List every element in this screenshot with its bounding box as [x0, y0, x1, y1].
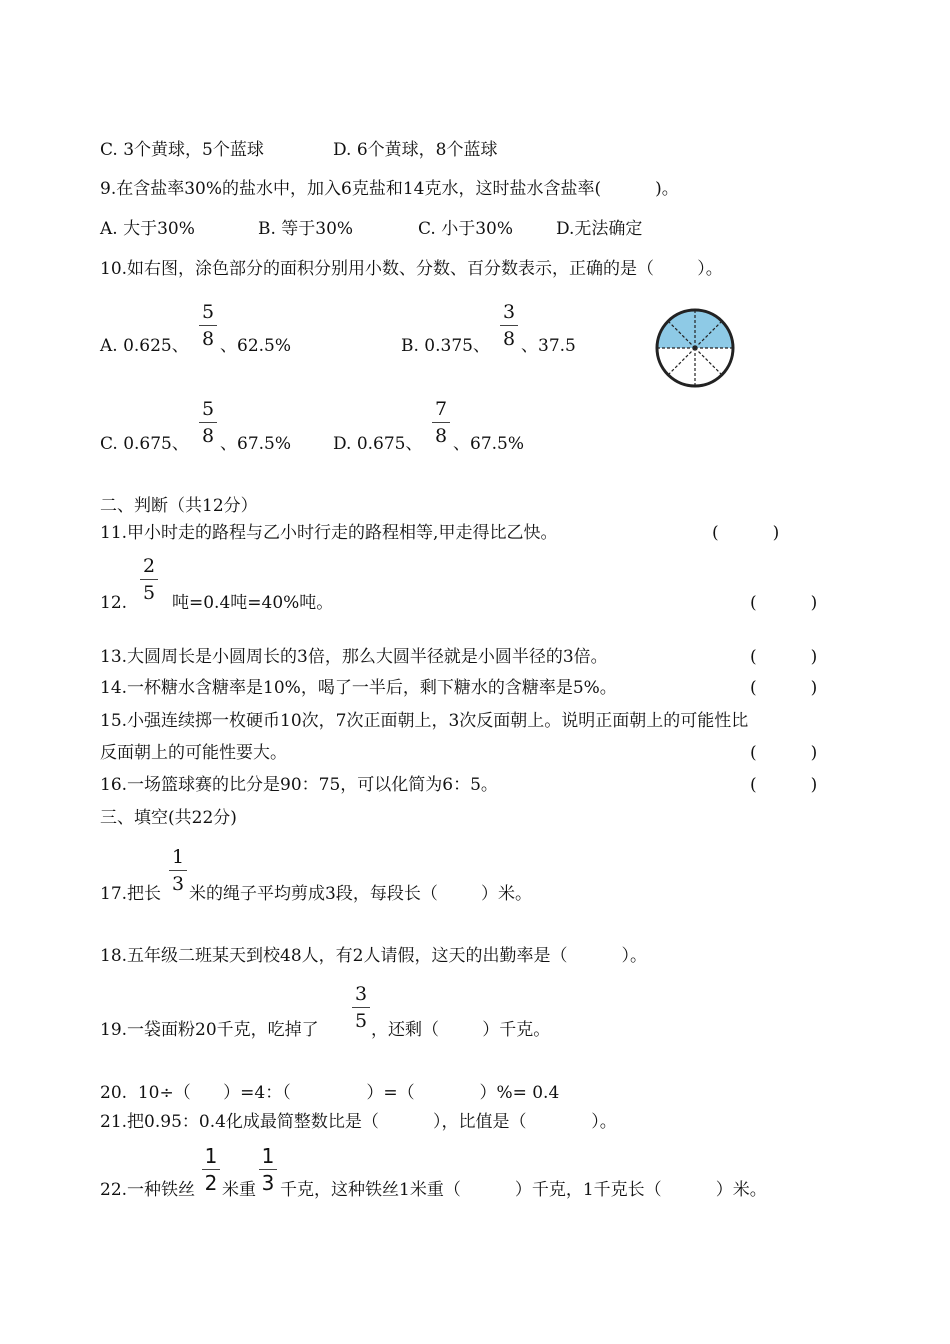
q22-middle: 米重: [222, 1180, 256, 1200]
q10-option-a-fraction: [199, 302, 217, 349]
q13-text: 13.大圆周长是小圆周长的3倍，那么大圆半径就是小圆半径的3倍。: [100, 647, 608, 667]
circle-center: [693, 346, 697, 350]
fraction-numerator: 2: [142, 555, 156, 577]
fraction-numerator: 5: [201, 398, 215, 420]
q12-fraction: [140, 556, 158, 603]
q17-prefix: 17.把长: [100, 884, 162, 904]
q10-option-d-suffix: 、67.5%: [453, 434, 525, 454]
fraction-denominator: 8: [502, 328, 516, 350]
fraction-bar: [199, 325, 217, 326]
q19-fraction: [352, 984, 370, 1031]
section3-heading: 三、填空(共22分): [100, 808, 237, 828]
fraction-numerator: 3: [502, 301, 516, 323]
q10-option-c-fraction: [199, 399, 217, 446]
q8-option-c: C. 3个黄球，5个蓝球: [100, 140, 264, 160]
q17-suffix: 米的绳子平均剪成3段，每段长（ ）米。: [189, 884, 533, 904]
q22-fraction-2: [259, 1146, 277, 1193]
fraction-denominator: 8: [201, 328, 215, 350]
fraction-bar: [500, 325, 518, 326]
q11-text: 11.甲小时走的路程与乙小时行走的路程相等,甲走得比乙快。: [100, 523, 558, 543]
q9-option-a: A. 大于30%: [100, 219, 195, 239]
q12-prefix: 12.: [100, 593, 128, 613]
q10-option-b-suffix: 、37.5: [521, 336, 576, 356]
q14-text: 14.一杯糖水含糖率是10%，喝了一半后，剩下糖水的含糖率是5%。: [100, 678, 617, 698]
q22-fraction-1: [202, 1146, 220, 1193]
fraction-bar: [202, 1169, 220, 1170]
q10-stem: 10.如右图，涂色部分的面积分别用小数、分数、百分数表示，正确的是（ ）。: [100, 259, 723, 279]
q19-prefix: 19.一袋面粉20千克，吃掉了: [100, 1020, 319, 1040]
q15-text-line2: 反面朝上的可能性要大。: [100, 743, 287, 763]
fraction-numerator: 3: [354, 983, 368, 1005]
q12-suffix: 吨=0.4吨=40%吨。: [172, 593, 334, 613]
q10-option-c-suffix: 、67.5%: [220, 434, 292, 454]
q10-option-d-prefix: D. 0.675、: [333, 434, 423, 454]
q9-option-c: C. 小于30%: [418, 219, 513, 239]
fraction-denominator: 2: [204, 1171, 218, 1195]
q19-suffix: ，还剩（ ）千克。: [371, 1020, 551, 1040]
shaded-circle-figure: [653, 306, 737, 390]
q16-answer-blank[interactable]: ( ): [750, 775, 818, 795]
q10-option-a-prefix: A. 0.625、: [100, 336, 189, 356]
fraction-denominator: 3: [171, 873, 185, 895]
fraction-bar: [140, 579, 158, 580]
q10-option-a-suffix: 、62.5%: [220, 336, 292, 356]
q10-option-b-fraction: [500, 302, 518, 349]
q18-text: 18.五年级二班某天到校48人，有2人请假，这天的出勤率是（ ）。: [100, 946, 648, 966]
fraction-numerator: 1: [261, 1144, 275, 1168]
q8-option-d: D. 6个黄球，8个蓝球: [333, 140, 498, 160]
fraction-denominator: 5: [354, 1010, 368, 1032]
fraction-denominator: 3: [261, 1171, 275, 1195]
q15-answer-blank[interactable]: ( ): [750, 743, 818, 763]
q15-text-line1: 15.小强连续掷一枚硬币10次，7次正面朝上，3次反面朝上。说明正面朝上的可能性比: [100, 711, 749, 731]
q9-option-b: B. 等于30%: [258, 219, 354, 239]
fraction-denominator: 8: [434, 425, 448, 447]
q16-text: 16.一场篮球赛的比分是90：75，可以化简为6：5。: [100, 775, 498, 795]
fraction-denominator: 5: [142, 582, 156, 604]
q21-text: 21.把0.95：0.4化成最简整数比是（ ），比值是（ ）。: [100, 1112, 617, 1132]
fraction-numerator: 1: [204, 1144, 218, 1168]
q9-option-d: D.无法确定: [556, 219, 643, 239]
q22-suffix: 千克，这种铁丝1米重（ ）千克，1千克长（ ）米。: [280, 1180, 767, 1200]
fraction-numerator: 1: [171, 846, 185, 868]
sector-line: [695, 348, 722, 375]
fraction-bar: [169, 870, 187, 871]
fraction-numerator: 7: [434, 398, 448, 420]
sector-line: [668, 348, 695, 375]
q22-prefix: 22.一种铁丝: [100, 1180, 196, 1200]
q17-fraction: [169, 847, 187, 894]
q10-option-d-fraction: [432, 399, 450, 446]
q12-answer-blank[interactable]: ( ): [750, 593, 818, 613]
fraction-bar: [199, 422, 217, 423]
section2-heading: 二、判断（共12分）: [100, 496, 258, 516]
q14-answer-blank[interactable]: ( ): [750, 678, 818, 698]
q10-option-c-prefix: C. 0.675、: [100, 434, 189, 454]
q9-stem: 9.在含盐率30%的盐水中，加入6克盐和14克水，这时盐水含盐率( )。: [100, 179, 679, 199]
fraction-numerator: 5: [201, 301, 215, 323]
fraction-denominator: 8: [201, 425, 215, 447]
q10-option-b-prefix: B. 0.375、: [401, 336, 490, 356]
fraction-bar: [352, 1007, 370, 1008]
q20-text: 20. 10÷（ ）=4：（ ）=（ ）%= 0.4: [100, 1083, 560, 1103]
q13-answer-blank[interactable]: ( ): [750, 647, 818, 667]
fraction-bar: [432, 422, 450, 423]
q11-answer-blank[interactable]: ( ): [712, 523, 780, 543]
fraction-bar: [259, 1169, 277, 1170]
